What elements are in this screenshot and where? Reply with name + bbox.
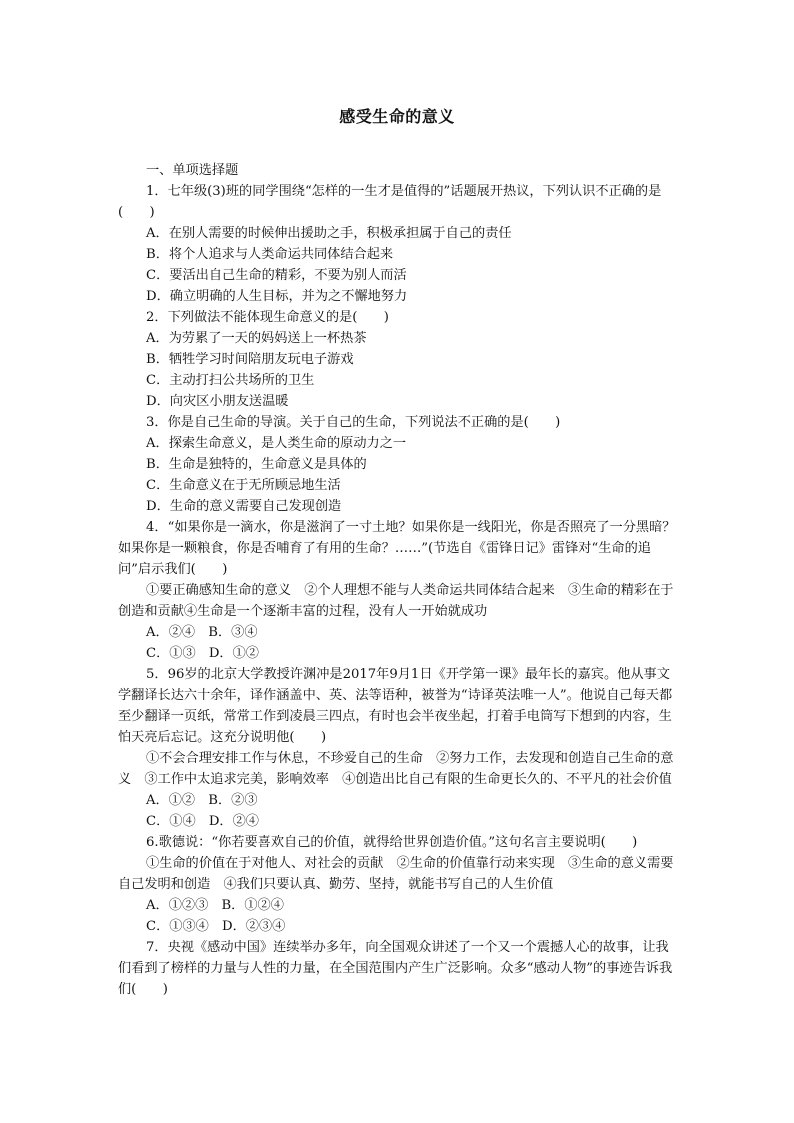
question-statements: ①不会合理安排工作与休息，不珍爱自己的生命 ②努力工作，去发现和创造自己生命的意义 ③工作中太追求完美，影响效率 ④创造出比自己有限的生命更长久的、不平凡的社会价值 (118, 751, 674, 787)
option-row: C．①③ D．①② (146, 646, 259, 661)
section-heading: 一、单项选择题 (146, 163, 239, 178)
question-stem: 4．“如果你是一滴水，你是滋润了一寸土地？如果你是一线阳光，你是否照亮了一分黑暗？如果你是一颗粮食，你是否哺育了有用的生命？……”(节选自《雷锋日记》雷锋对“生命的追问”启示我们( ) (118, 520, 676, 577)
option-row: A．①② B．②③ (146, 793, 258, 808)
page-title: 感受生命的意义 (339, 107, 455, 126)
option-b: B．牺牲学习时间陪朋友玩电子游戏 (146, 352, 354, 367)
option-c: C．要活出自己生命的精彩，不要为别人而活 (146, 268, 407, 283)
question-stem: 7．央视《感动中国》连续举办多年，向全国观众讲述了一个又一个震撼人心的故事，让我们看到了榜样的力量与人性的力量，在全国范围内产生广泛影响。众多“感动人物”的事迹告诉我们( ) (118, 940, 673, 997)
question-stem: 2．下列做法不能体现生命意义的是( ) (146, 310, 389, 325)
option-a: A．为劳累了一天的妈妈送上一杯热茶 (146, 331, 367, 346)
question-statements: ①生命的价值在于对他人、对社会的贡献 ②生命的价值靠行动来实现 ③生命的意义需要自己发明和创造 ④我们只要认真、勤劳、坚持，就能书写自己的人生价值 (118, 856, 674, 892)
question-content (118, 160, 676, 1000)
option-row: A．②④ B．③④ (146, 625, 258, 640)
option-c: C．主动打扫公共场所的卫生 (146, 373, 315, 388)
option-d: D．生命的意义需要自己发现创造 (146, 499, 342, 514)
option-b: B．生命是独特的，生命意义是具体的 (146, 457, 367, 472)
option-row: A．①②③ B．①②④ (146, 898, 284, 913)
option-row: C．①③④ D．②③④ (146, 919, 286, 934)
question-stem: 5．96岁的北京大学教授许渊冲是2017年9月1日《开学第一课》最年长的嘉宾。他从事文学翻译长达六十余年，译作涵盖中、英、法等语种，被誉为“诗译英法唯一人”。他说自己每天都至少翻译一页纸，常常工作到凌晨三四点，有时也会半夜坐起，打着手电筒写下想到的内容，生怕天亮后忘记。这充分说明他( ) (118, 667, 673, 745)
question-statements: ①要正确感知生命的意义 ②个人理想不能与人类命运共同体结合起来 ③生命的精彩在于创造和贡献④生命是一个逐渐丰富的过程，没有人一开始就成功 (118, 583, 674, 619)
option-row: C．①④ D．②④ (146, 814, 259, 829)
option-d: D．向灾区小朋友送温暖 (146, 394, 289, 409)
option-a: A．在别人需要的时候伸出援助之手，积极承担属于自己的责任 (146, 226, 512, 241)
option-a: A．探索生命意义，是人类生命的原动力之一 (146, 436, 407, 451)
option-b: B．将个人追求与人类命运共同体结合起来 (146, 247, 394, 262)
option-c: C．生命意义在于无所顾忌地生活 (146, 478, 341, 493)
question-stem: 1．七年级(3)班的同学围绕“怎样的一生才是值得的”话题展开热议，下列认识不正确的是( ) (118, 184, 662, 220)
question-stem: 3．你是自己生命的导演。关于自己的生命，下列说法不正确的是( ) (146, 415, 561, 430)
option-d: D．确立明确的人生目标，并为之不懈地努力 (146, 289, 408, 304)
question-stem: 6.歌德说：“你若要喜欢自己的价值，就得给世界创造价值。”这句名言主要说明( ) (146, 835, 638, 850)
